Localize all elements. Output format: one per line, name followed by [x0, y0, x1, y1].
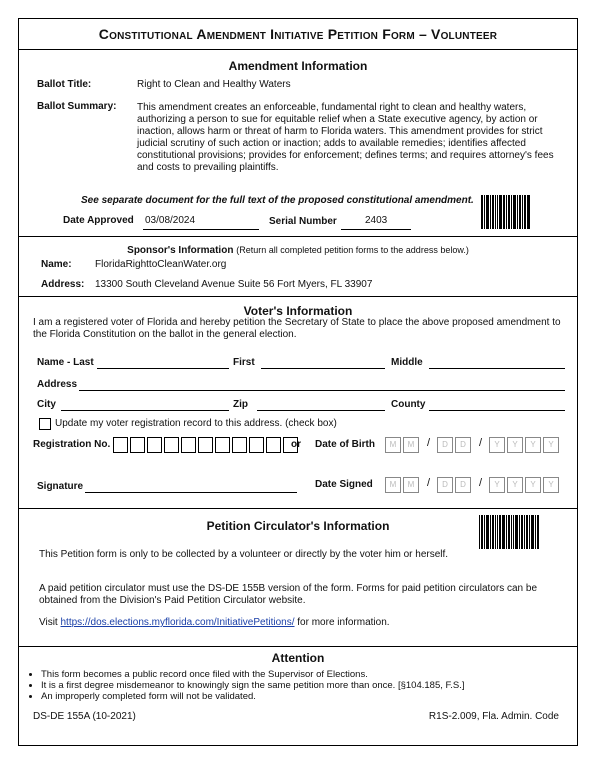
- form-number: DS-DE 155A (10-2021): [33, 711, 136, 722]
- registration-label: Registration No.: [33, 439, 111, 450]
- voter-statement: I am a registered voter of Florida and hereby petition the Secretary of State to place the above proposed amendment to the Florida Constitution on the ballot in the general election.: [33, 317, 561, 340]
- circulator-section: [19, 509, 577, 647]
- sponsor-address-label: Address:: [41, 279, 85, 290]
- date-approved-label: Date Approved: [63, 215, 134, 226]
- signature-field[interactable]: [85, 492, 297, 493]
- date-approved-value: 03/08/2024: [145, 215, 196, 226]
- zip-label: Zip: [233, 399, 248, 410]
- city-field[interactable]: [61, 410, 229, 411]
- ballot-summary: This amendment creates an enforceable, fundamental right to clean and healthy waters, authorizing a person to sue for equitable relief when a State executive agency, by action or inaction, allows harm or threat of harm to Florida waters. This amendment provides for strict judicial scrutiny of such action or inaction; adds to available remedies; identifies affected constitutional provisions; provides for enforcement; defines terms; and requires attorney's fees and costs to prevailing plaintiffs.: [137, 102, 554, 173]
- city-label: City: [37, 399, 56, 410]
- date-signed-label: Date Signed: [315, 479, 373, 490]
- attention-item: • This form becomes a public record once filed with the Supervisor of Elections.: [41, 669, 465, 680]
- attention-section: [19, 647, 577, 747]
- dob-day-boxes[interactable]: D D: [437, 437, 473, 453]
- circulator-barcode: [479, 515, 540, 549]
- sponsor-name: FloridaRighttoCleanWater.org: [95, 259, 227, 270]
- ballot-title: Right to Clean and Healthy Waters: [137, 79, 291, 90]
- signature-label: Signature: [37, 481, 84, 492]
- admin-code: R1S-2.009, Fla. Admin. Code: [428, 711, 559, 722]
- sponsor-section: [19, 237, 577, 297]
- signed-separator-1: /: [427, 477, 431, 489]
- address-label: Address: [37, 379, 78, 390]
- middle-name-label: Middle: [391, 357, 423, 368]
- county-field[interactable]: [429, 410, 565, 411]
- zip-field[interactable]: [257, 410, 385, 411]
- dob-separator-2: /: [479, 437, 483, 449]
- serial-number-label: Serial Number: [269, 216, 337, 227]
- sponsor-heading: Sponsor's Information: [127, 245, 234, 256]
- signed-month-boxes[interactable]: M M: [385, 477, 421, 493]
- voter-heading: Voter's Information: [243, 304, 353, 318]
- paid-circulator-note: A paid petition circulator must use the DS-DE 155B version of the form. Forms for paid petition circulators can be obtained from the Division's Paid Petition Circulator website.: [39, 583, 538, 606]
- voter-section: [19, 297, 577, 509]
- circulator-heading: Petition Circulator's Information: [206, 519, 390, 533]
- name-last-field[interactable]: [97, 368, 229, 369]
- ballot-title-label: Ballot Title:: [37, 79, 92, 90]
- name-last-label: Name - Last: [37, 357, 94, 368]
- amendment-heading: Amendment Information: [228, 59, 368, 73]
- signed-year-boxes[interactable]: Y Y Y Y: [489, 477, 561, 493]
- date-approved-line: [143, 229, 259, 230]
- address-field[interactable]: [79, 390, 565, 391]
- dob-label: Date of Birth: [315, 439, 375, 450]
- sponsor-name-label: Name:: [41, 259, 72, 270]
- petition-form: [18, 18, 578, 746]
- dob-separator-1: /: [427, 437, 431, 449]
- county-label: County: [391, 399, 426, 410]
- initiative-petitions-link[interactable]: https://dos.elections.myflorida.com/InitiativePetitions/: [60, 617, 295, 628]
- update-record-label: Update my voter registration record to this address. (check box): [55, 418, 337, 429]
- registration-number-boxes[interactable]: [113, 437, 300, 453]
- attention-item: • It is a first degree misdemeanor to knowingly sign the same petition more than once. [§104.185, F.S.]: [41, 680, 465, 691]
- serial-number-value: 2403: [365, 215, 388, 226]
- update-record-checkbox[interactable]: [39, 418, 51, 430]
- middle-name-field[interactable]: [429, 368, 565, 369]
- serial-number-line: [341, 229, 411, 230]
- dob-month-boxes[interactable]: M M: [385, 437, 421, 453]
- sponsor-heading-row: [19, 244, 577, 257]
- attention-list: [29, 669, 465, 702]
- visit-suffix: for more information.: [297, 617, 390, 628]
- or-label: or: [291, 439, 301, 450]
- visit-line: [39, 617, 390, 629]
- form-title: Constitutional Amendment Initiative Petition Form – Volunteer: [19, 19, 577, 50]
- attention-item: • An improperly completed form will not be validated.: [41, 691, 465, 702]
- ballot-summary-label: Ballot Summary:: [37, 101, 117, 112]
- sponsor-heading-note: (Return all completed petition forms to the address below.): [236, 245, 469, 255]
- sponsor-address: 13300 South Cleveland Avenue Suite 56 Fort Myers, FL 33907: [95, 279, 373, 290]
- signed-day-boxes[interactable]: D D: [437, 477, 473, 493]
- visit-prefix: Visit: [39, 617, 58, 628]
- barcode: [481, 195, 531, 229]
- first-name-label: First: [233, 357, 255, 368]
- attention-heading: Attention: [271, 651, 325, 665]
- signed-separator-2: /: [479, 477, 483, 489]
- full-text-note: See separate document for the full text of the proposed constitutional amendment.: [81, 195, 474, 206]
- amendment-section: [19, 49, 577, 237]
- dob-year-boxes[interactable]: Y Y Y Y: [489, 437, 561, 453]
- volunteer-note: This Petition form is only to be collected by a volunteer or directly by the voter him or herself.: [39, 549, 449, 560]
- first-name-field[interactable]: [261, 368, 385, 369]
